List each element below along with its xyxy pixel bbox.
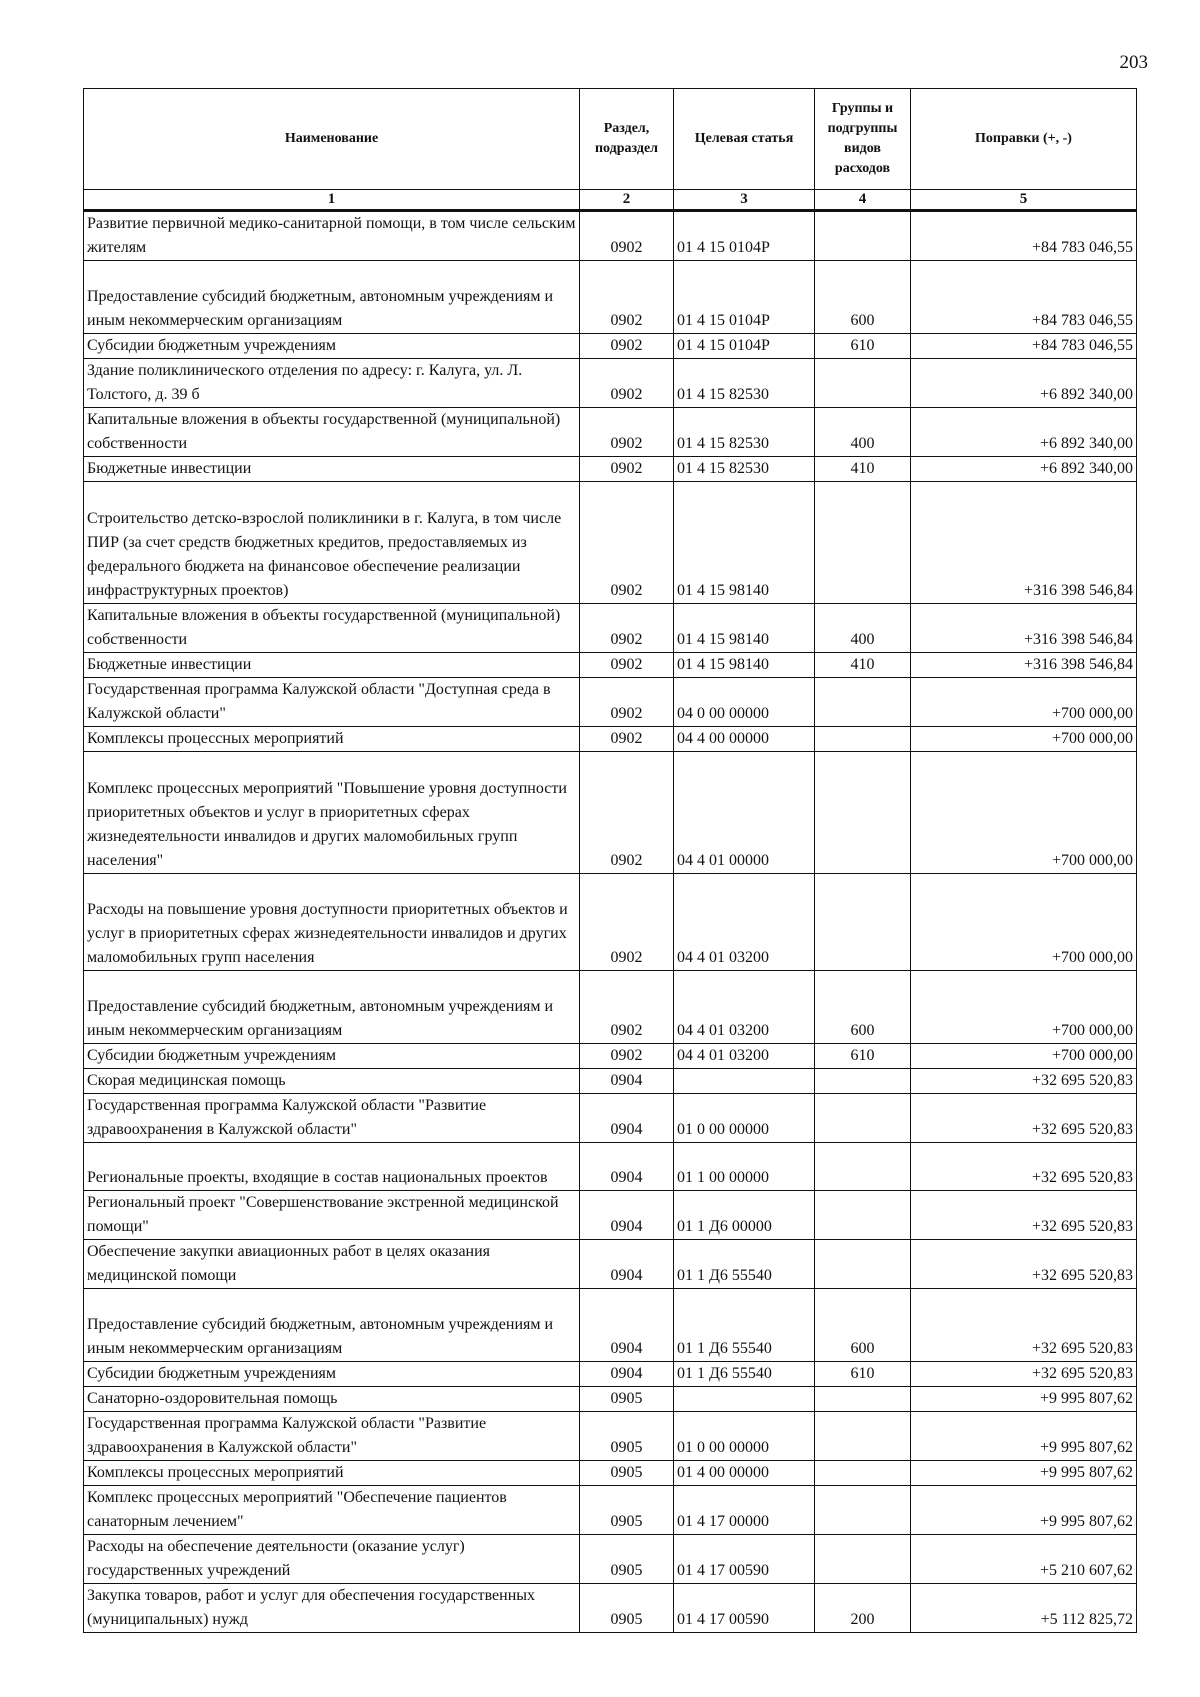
- row-name: Комплекс процессных мероприятий "Обеспечение пациентов санаторным лечением": [84, 1486, 580, 1535]
- row-section-code: 0904: [580, 1191, 674, 1240]
- row-expense-group: 410: [815, 653, 911, 678]
- row-target-article: 01 1 Д6 55540: [674, 1362, 815, 1387]
- row-section-code: 0904: [580, 1094, 674, 1143]
- row-target-article: 04 4 01 00000: [674, 752, 815, 874]
- row-target-article: 01 4 15 98140: [674, 653, 815, 678]
- row-target-article: 04 0 00 00000: [674, 678, 815, 727]
- row-expense-group: [815, 1094, 911, 1143]
- row-section-code: 0902: [580, 874, 674, 971]
- row-section-code: 0905: [580, 1412, 674, 1461]
- row-amendment-amount: +84 783 046,55: [911, 334, 1137, 359]
- row-amendment-amount: +32 695 520,83: [911, 1191, 1137, 1240]
- row-expense-group: 610: [815, 1362, 911, 1387]
- row-expense-group: [815, 1069, 911, 1094]
- row-section-code: 0904: [580, 1289, 674, 1362]
- table-row: [84, 1191, 1137, 1240]
- row-amendment-amount: +6 892 340,00: [911, 359, 1137, 408]
- row-expense-group: [815, 1486, 911, 1535]
- row-section-code: 0902: [580, 211, 674, 261]
- header-article: Целевая статья: [674, 89, 815, 190]
- table-row: [84, 727, 1137, 752]
- row-expense-group: 400: [815, 604, 911, 653]
- table-row: [84, 1412, 1137, 1461]
- row-amendment-amount: +700 000,00: [911, 752, 1137, 874]
- column-number: 4: [815, 190, 911, 211]
- row-name: Здание поликлинического отделения по адресу: г. Калуга, ул. Л. Толстого, д. 39 б: [84, 359, 580, 408]
- column-number-row: [84, 190, 1137, 211]
- row-name: Предоставление субсидий бюджетным, автономным учреждениям и иным некоммерческим организациям: [84, 1289, 580, 1362]
- row-expense-group: 200: [815, 1584, 911, 1633]
- page-number: 203: [1119, 52, 1148, 73]
- table-row: [84, 1486, 1137, 1535]
- row-name: Бюджетные инвестиции: [84, 653, 580, 678]
- row-amendment-amount: +316 398 546,84: [911, 482, 1137, 604]
- row-name: Обеспечение закупки авиационных работ в целях оказания медицинской помощи: [84, 1240, 580, 1289]
- row-expense-group: [815, 359, 911, 408]
- header-amount: Поправки (+, -): [911, 89, 1137, 190]
- row-amendment-amount: +32 695 520,83: [911, 1240, 1137, 1289]
- row-target-article: 01 4 15 0104Р: [674, 261, 815, 334]
- table-row: [84, 653, 1137, 678]
- row-target-article: 01 4 15 82530: [674, 408, 815, 457]
- row-amendment-amount: +700 000,00: [911, 727, 1137, 752]
- row-name: Субсидии бюджетным учреждениям: [84, 1044, 580, 1069]
- row-name: Расходы на повышение уровня доступности приоритетных объектов и услуг в приоритетных сферах жизнедеятельности инвалидов и других маломобильных групп населения: [84, 874, 580, 971]
- row-amendment-amount: +32 695 520,83: [911, 1362, 1137, 1387]
- row-target-article: [674, 1069, 815, 1094]
- row-expense-group: [815, 874, 911, 971]
- row-target-article: 01 4 15 98140: [674, 482, 815, 604]
- row-target-article: [674, 1387, 815, 1412]
- row-expense-group: [815, 1240, 911, 1289]
- row-expense-group: [815, 1412, 911, 1461]
- row-amendment-amount: +84 783 046,55: [911, 261, 1137, 334]
- header-group: Группы и подгруппы видов расходов: [815, 89, 911, 190]
- row-target-article: 01 4 15 98140: [674, 604, 815, 653]
- row-section-code: 0902: [580, 334, 674, 359]
- table-row: [84, 408, 1137, 457]
- row-target-article: 04 4 01 03200: [674, 1044, 815, 1069]
- row-target-article: 01 4 17 00000: [674, 1486, 815, 1535]
- row-amendment-amount: +32 695 520,83: [911, 1094, 1137, 1143]
- column-number: 3: [674, 190, 815, 211]
- row-section-code: 0904: [580, 1069, 674, 1094]
- row-section-code: 0904: [580, 1362, 674, 1387]
- row-expense-group: 600: [815, 1289, 911, 1362]
- row-amendment-amount: +700 000,00: [911, 678, 1137, 727]
- row-target-article: 01 1 00 00000: [674, 1143, 815, 1191]
- row-expense-group: [815, 1461, 911, 1486]
- row-name: Государственная программа Калужской области "Развитие здравоохранения в Калужской области": [84, 1412, 580, 1461]
- row-amendment-amount: +6 892 340,00: [911, 457, 1137, 482]
- row-target-article: 01 0 00 00000: [674, 1412, 815, 1461]
- table-row: [84, 211, 1137, 261]
- row-name: Предоставление субсидий бюджетным, автономным учреждениям и иным некоммерческим организациям: [84, 971, 580, 1044]
- row-name: Комплексы процессных мероприятий: [84, 1461, 580, 1486]
- row-amendment-amount: +32 695 520,83: [911, 1069, 1137, 1094]
- row-expense-group: 400: [815, 408, 911, 457]
- row-section-code: 0902: [580, 482, 674, 604]
- row-name: Санаторно-оздоровительная помощь: [84, 1387, 580, 1412]
- column-number: 1: [84, 190, 580, 211]
- row-target-article: 01 4 15 0104Р: [674, 334, 815, 359]
- row-amendment-amount: +9 995 807,62: [911, 1486, 1137, 1535]
- row-amendment-amount: +700 000,00: [911, 874, 1137, 971]
- row-section-code: 0902: [580, 408, 674, 457]
- row-section-code: 0905: [580, 1461, 674, 1486]
- row-name: Субсидии бюджетным учреждениям: [84, 1362, 580, 1387]
- row-amendment-amount: +316 398 546,84: [911, 604, 1137, 653]
- row-section-code: 0902: [580, 971, 674, 1044]
- row-name: Скорая медицинская помощь: [84, 1069, 580, 1094]
- row-name: Комплекс процессных мероприятий "Повышение уровня доступности приоритетных объектов и услуг в приоритетных сферах жизнедеятельности инвалидов и других маломобильных групп населения": [84, 752, 580, 874]
- header-section: Раздел, подраздел: [580, 89, 674, 190]
- table-row: [84, 1069, 1137, 1094]
- row-name: Государственная программа Калужской области "Развитие здравоохранения в Калужской области": [84, 1094, 580, 1143]
- row-target-article: 04 4 01 03200: [674, 874, 815, 971]
- table-row: [84, 1143, 1137, 1191]
- row-expense-group: [815, 482, 911, 604]
- header-name: Наименование: [84, 89, 580, 190]
- table-row: [84, 482, 1137, 604]
- column-number: 5: [911, 190, 1137, 211]
- row-expense-group: [815, 727, 911, 752]
- row-expense-group: [815, 678, 911, 727]
- table-row: [84, 334, 1137, 359]
- row-expense-group: 410: [815, 457, 911, 482]
- row-amendment-amount: +5 210 607,62: [911, 1535, 1137, 1584]
- row-name: Капитальные вложения в объекты государственной (муниципальной) собственности: [84, 604, 580, 653]
- row-expense-group: 600: [815, 261, 911, 334]
- row-name: Развитие первичной медико-санитарной помощи, в том числе сельским жителям: [84, 211, 580, 261]
- row-target-article: 01 1 Д6 00000: [674, 1191, 815, 1240]
- row-name: Региональный проект "Совершенствование экстренной медицинской помощи": [84, 1191, 580, 1240]
- table-row: [84, 1094, 1137, 1143]
- row-section-code: 0902: [580, 261, 674, 334]
- row-amendment-amount: +32 695 520,83: [911, 1143, 1137, 1191]
- row-amendment-amount: +9 995 807,62: [911, 1461, 1137, 1486]
- row-target-article: 01 4 17 00590: [674, 1535, 815, 1584]
- row-section-code: 0905: [580, 1387, 674, 1412]
- row-target-article: 01 4 15 82530: [674, 457, 815, 482]
- row-expense-group: [815, 211, 911, 261]
- row-name: Комплексы процессных мероприятий: [84, 727, 580, 752]
- row-expense-group: [815, 752, 911, 874]
- row-target-article: 01 0 00 00000: [674, 1094, 815, 1143]
- row-section-code: 0902: [580, 359, 674, 408]
- row-target-article: 04 4 00 00000: [674, 727, 815, 752]
- row-target-article: 01 4 00 00000: [674, 1461, 815, 1486]
- row-name: Бюджетные инвестиции: [84, 457, 580, 482]
- table-body: [84, 211, 1137, 1633]
- table-header-row: [84, 89, 1137, 190]
- table-row: [84, 1387, 1137, 1412]
- row-section-code: 0904: [580, 1240, 674, 1289]
- row-name: Строительство детско-взрослой поликлиники в г. Калуга, в том числе ПИР (за счет средств бюджетных кредитов, предоставляемых из федерального бюджета на финансовое обеспечение реализации инфраструктурных проектов): [84, 482, 580, 604]
- row-target-article: 01 4 15 0104Р: [674, 211, 815, 261]
- table-row: [84, 1289, 1137, 1362]
- row-target-article: 01 1 Д6 55540: [674, 1289, 815, 1362]
- table-row: [84, 1461, 1137, 1486]
- row-name: Государственная программа Калужской области "Доступная среда в Калужской области": [84, 678, 580, 727]
- row-name: Предоставление субсидий бюджетным, автономным учреждениям и иным некоммерческим организациям: [84, 261, 580, 334]
- table-row: [84, 604, 1137, 653]
- row-target-article: 04 4 01 03200: [674, 971, 815, 1044]
- table-row: [84, 1362, 1137, 1387]
- row-amendment-amount: +9 995 807,62: [911, 1412, 1137, 1461]
- row-section-code: 0902: [580, 752, 674, 874]
- row-target-article: 01 1 Д6 55540: [674, 1240, 815, 1289]
- row-section-code: 0902: [580, 678, 674, 727]
- column-number: 2: [580, 190, 674, 211]
- row-amendment-amount: +700 000,00: [911, 971, 1137, 1044]
- row-target-article: 01 4 15 82530: [674, 359, 815, 408]
- row-name: Закупка товаров, работ и услуг для обеспечения государственных (муниципальных) нужд: [84, 1584, 580, 1633]
- row-section-code: 0902: [580, 457, 674, 482]
- table-row: [84, 874, 1137, 971]
- table-row: [84, 1240, 1137, 1289]
- row-name: Капитальные вложения в объекты государственной (муниципальной) собственности: [84, 408, 580, 457]
- table-row: [84, 457, 1137, 482]
- row-section-code: 0905: [580, 1535, 674, 1584]
- row-section-code: 0902: [580, 604, 674, 653]
- row-section-code: 0904: [580, 1143, 674, 1191]
- row-expense-group: [815, 1143, 911, 1191]
- table-row: [84, 1044, 1137, 1069]
- row-name: Региональные проекты, входящие в состав национальных проектов: [84, 1143, 580, 1191]
- row-expense-group: [815, 1535, 911, 1584]
- row-expense-group: [815, 1387, 911, 1412]
- row-amendment-amount: +84 783 046,55: [911, 211, 1137, 261]
- row-name: Субсидии бюджетным учреждениям: [84, 334, 580, 359]
- row-expense-group: 600: [815, 971, 911, 1044]
- budget-table: [83, 88, 1137, 1633]
- table-row: [84, 971, 1137, 1044]
- table-row: [84, 1535, 1137, 1584]
- row-amendment-amount: +6 892 340,00: [911, 408, 1137, 457]
- table-row: [84, 752, 1137, 874]
- row-amendment-amount: +316 398 546,84: [911, 653, 1137, 678]
- table-row: [84, 1584, 1137, 1633]
- row-expense-group: 610: [815, 1044, 911, 1069]
- row-section-code: 0905: [580, 1584, 674, 1633]
- row-amendment-amount: +700 000,00: [911, 1044, 1137, 1069]
- table-row: [84, 678, 1137, 727]
- row-section-code: 0902: [580, 1044, 674, 1069]
- table-row: [84, 261, 1137, 334]
- row-section-code: 0905: [580, 1486, 674, 1535]
- row-amendment-amount: +9 995 807,62: [911, 1387, 1137, 1412]
- row-amendment-amount: +32 695 520,83: [911, 1289, 1137, 1362]
- row-section-code: 0902: [580, 653, 674, 678]
- row-section-code: 0902: [580, 727, 674, 752]
- row-amendment-amount: +5 112 825,72: [911, 1584, 1137, 1633]
- table-row: [84, 359, 1137, 408]
- row-expense-group: [815, 1191, 911, 1240]
- row-expense-group: 610: [815, 334, 911, 359]
- row-name: Расходы на обеспечение деятельности (оказание услуг) государственных учреждений: [84, 1535, 580, 1584]
- row-target-article: 01 4 17 00590: [674, 1584, 815, 1633]
